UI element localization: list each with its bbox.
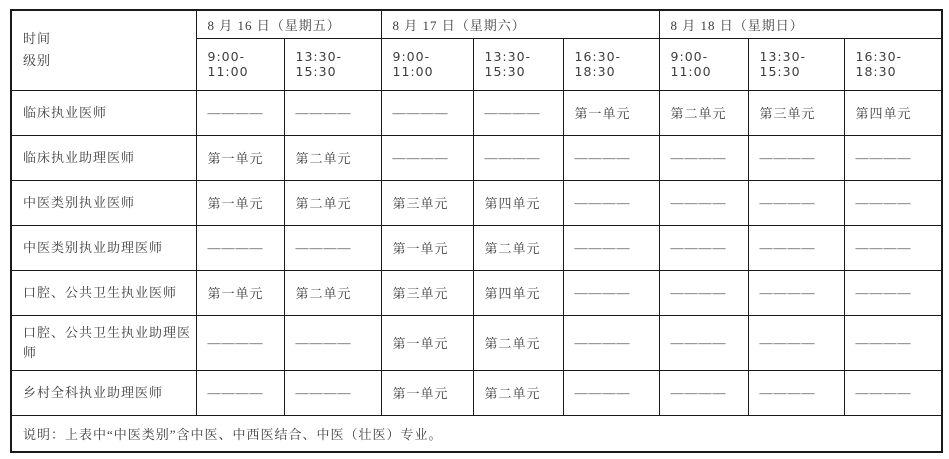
schedule-cell: ———— [844,315,942,370]
schedule-cell: ———— [844,225,942,270]
schedule-cell: 第一单元 [381,370,473,415]
corner-label-time: 时间 [23,31,52,47]
schedule-cell: 第二单元 [473,370,563,415]
schedule-cell: ———— [748,225,844,270]
schedule-cell: 第一单元 [196,180,284,225]
schedule-cell: ———— [748,315,844,370]
schedule-cell: 第二单元 [659,90,748,135]
row-label: 临床执业助理医师 [11,135,196,180]
schedule-cell: ———— [563,270,659,315]
schedule-cell: ———— [473,135,563,180]
table-row-rural-general-assistant [11,370,942,415]
table-row-tcm-physician [11,180,942,225]
corner-cell [11,10,196,90]
date-header-aug18: 8 月 18 日（星期日） [659,10,942,38]
schedule-cell: 第一单元 [381,315,473,370]
schedule-cell: ———— [748,180,844,225]
corner-label-level: 级别 [23,53,52,69]
time-header: 13:30-15:30 [284,38,381,90]
explanation-note: 说明：上表中“中医类别”含中医、中西医结合、中医（壮医）专业。 [11,415,942,452]
row-label: 临床执业医师 [11,90,196,135]
date-header-aug17: 8 月 17 日（星期六） [381,10,659,38]
schedule-cell: ———— [844,370,942,415]
schedule-cell: ———— [563,225,659,270]
time-header: 9:00-11:00 [381,38,473,90]
note-row [11,415,942,452]
row-label: 乡村全科执业助理医师 [11,370,196,415]
schedule-cell: ———— [844,180,942,225]
schedule-cell: 第四单元 [844,90,942,135]
schedule-cell: ———— [196,225,284,270]
schedule-cell: ———— [563,315,659,370]
time-header: 16:30-18:30 [563,38,659,90]
schedule-cell: 第三单元 [381,180,473,225]
schedule-cell: 第三单元 [748,90,844,135]
schedule-cell: ———— [381,135,473,180]
schedule-cell: 第三单元 [381,270,473,315]
time-header: 9:00-11:00 [196,38,284,90]
row-label: 中医类别执业医师 [11,180,196,225]
schedule-cell: ———— [196,90,284,135]
schedule-cell: ———— [659,370,748,415]
time-header: 16:30-18:30 [844,38,942,90]
row-label: 口腔、公共卫生执业医师 [11,270,196,315]
table-row-stomatology-public-health-assistant [11,315,942,370]
time-header: 13:30-15:30 [748,38,844,90]
schedule-cell: ———— [284,315,381,370]
row-label: 中医类别执业助理医师 [11,225,196,270]
date-header-row [11,10,942,38]
schedule-cell: 第二单元 [473,225,563,270]
schedule-cell: 第一单元 [196,135,284,180]
schedule-cell: ———— [284,225,381,270]
exam-schedule-table [10,9,943,453]
schedule-cell: ———— [748,270,844,315]
schedule-cell: 第一单元 [381,225,473,270]
time-header: 13:30-15:30 [473,38,563,90]
schedule-cell: ———— [659,315,748,370]
schedule-cell: 第二单元 [284,270,381,315]
schedule-cell: 第四单元 [473,270,563,315]
table-row-stomatology-public-health-physician [11,270,942,315]
schedule-cell: ———— [748,370,844,415]
schedule-cell: ———— [844,135,942,180]
schedule-cell: ———— [196,370,284,415]
schedule-cell: 第一单元 [196,270,284,315]
schedule-cell: ———— [284,90,381,135]
table-row-tcm-assistant [11,225,942,270]
schedule-cell: 第一单元 [563,90,659,135]
schedule-cell: ———— [563,180,659,225]
schedule-cell: ———— [381,90,473,135]
row-label: 口腔、公共卫生执业助理医师 [11,315,196,370]
time-header: 9:00-11:00 [659,38,748,90]
schedule-cell: 第四单元 [473,180,563,225]
table-row-clinical-assistant [11,135,942,180]
schedule-cell: ———— [563,370,659,415]
schedule-cell: ———— [284,370,381,415]
schedule-cell: 第二单元 [284,135,381,180]
schedule-cell: ———— [196,315,284,370]
schedule-cell: 第二单元 [284,180,381,225]
schedule-cell: ———— [844,270,942,315]
schedule-cell: ———— [748,135,844,180]
table-row-clinical-physician [11,90,942,135]
schedule-cell: 第二单元 [473,315,563,370]
schedule-cell: ———— [659,180,748,225]
schedule-cell: ———— [659,225,748,270]
schedule-cell: ———— [659,270,748,315]
schedule-cell: ———— [473,90,563,135]
schedule-cell: ———— [659,135,748,180]
schedule-cell: ———— [563,135,659,180]
date-header-aug16: 8 月 16 日（星期五） [196,10,381,38]
